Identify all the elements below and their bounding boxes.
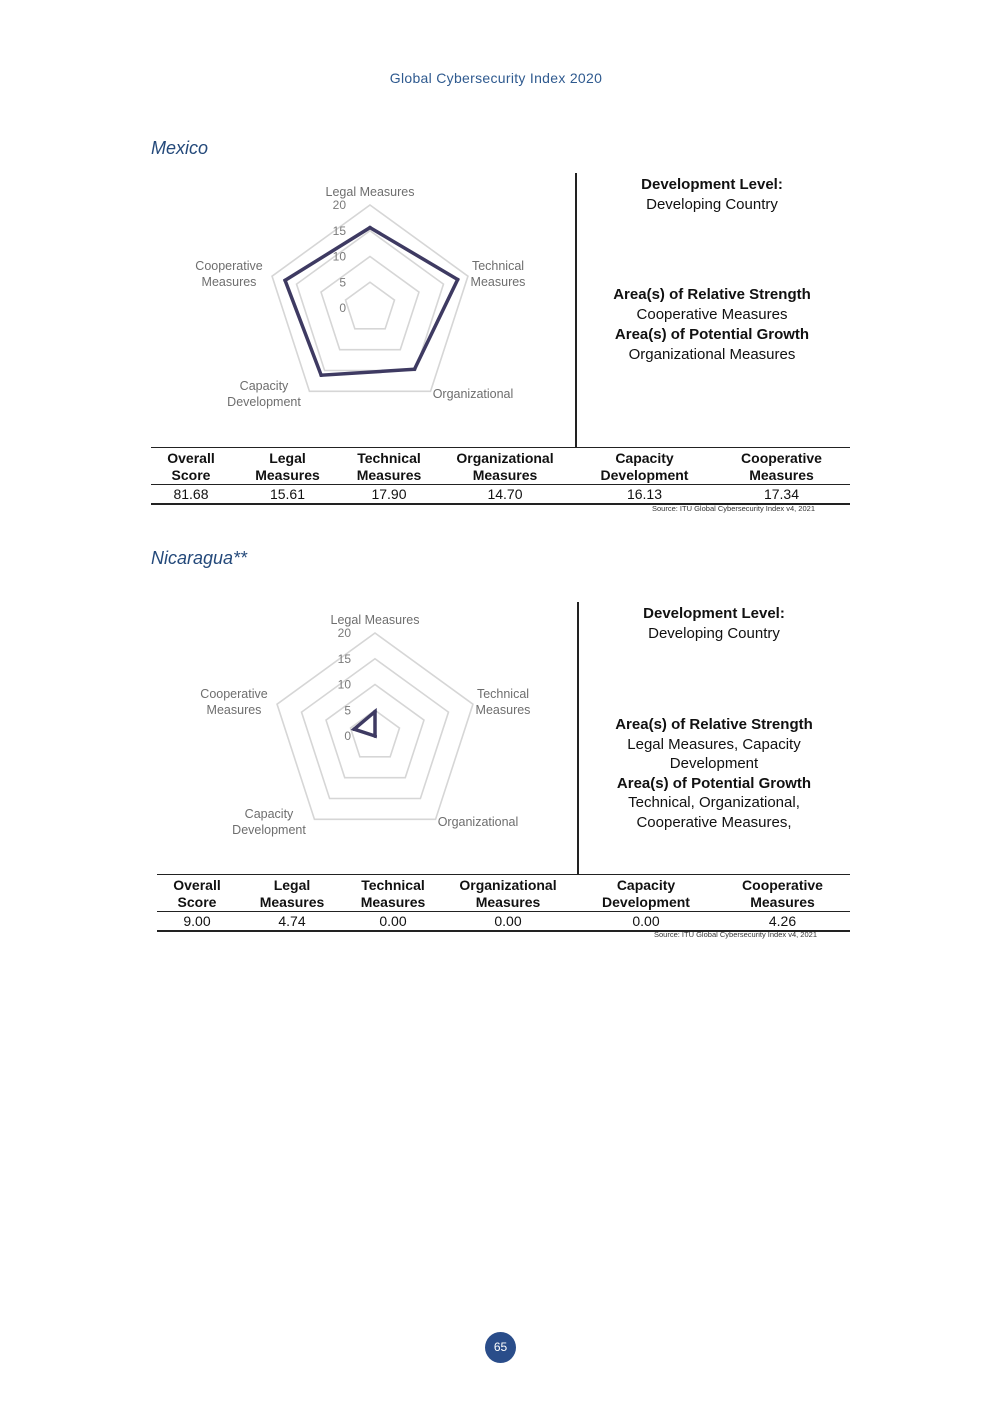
table-cell-cooperative-measures: 17.34 [713,485,850,505]
table-cell-organizational-measures: 14.70 [434,485,576,505]
info-panel-mexico [592,175,832,365]
tick-label: 20 [337,626,351,640]
tick-label: 10 [337,677,351,692]
tick-label: 0 [344,729,351,743]
table-cell-organizational-measures: 0.00 [439,912,577,932]
data-point-cooperative-measures [283,279,287,283]
radar-chart-mexico [180,175,560,440]
axis-label-technical-measures: Technical Measures [470,259,526,289]
potential-growth-line: Technical, Organizational, [628,794,800,811]
radar-svg [185,603,565,868]
tick-label: 15 [337,651,351,666]
axis-label-organizational: Organizational [432,387,514,401]
page-number-badge: 65 [485,1332,516,1363]
axis-label-technical-measures: Technical Measures [475,687,531,717]
tick-label: 20 [332,198,346,212]
axis-label-cooperative-measures: Cooperative Measures [195,259,263,289]
table-header-capacity-development: Capacity Development [577,875,715,912]
table-cell-technical-measures: 17.90 [344,485,434,505]
vertical-divider [575,173,577,447]
development-level-label: Development Level: [641,176,783,193]
source-note: Source: ITU Global Cybersecurity Index v4, 2021 [654,930,817,939]
table-header-technical-measures: Technical Measures [347,875,439,912]
vertical-divider [577,602,579,874]
tick-label: 15 [332,223,346,238]
table-cell-overall-score: 9.00 [157,912,237,932]
table-row [157,912,850,932]
tick-label: 0 [339,301,346,315]
development-level-label: Development Level: [643,605,785,622]
data-point-capacity-development [373,734,377,738]
table-header-organizational-measures: Organizational Measures [434,448,576,485]
country-title-nicaragua: Nicaragua** [151,548,248,568]
relative-strength-label: Area(s) of Relative Strength [613,286,811,303]
potential-growth-label: Area(s) of Potential Growth [614,326,810,343]
score-table-mexico [151,447,850,505]
potential-growth-label: Area(s) of Potential Growth [616,774,812,792]
table-header-legal-measures: Legal Measures [231,448,344,485]
development-level-value: Developing Country [646,196,778,213]
potential-growth-line: Organizational Measures [628,346,796,363]
source-note: Source: ITU Global Cybersecurity Index v4, 2021 [652,504,815,513]
data-point-capacity-development [319,373,323,377]
data-point-technical-measures [456,278,460,282]
table-header-cooperative-measures: Cooperative Measures [713,448,850,485]
tick-label: 5 [344,703,351,718]
table-cell-technical-measures: 0.00 [347,912,439,932]
potential-growth-line: Cooperative Measures, [636,813,792,831]
table-header-capacity-development: Capacity Development [576,448,713,485]
table-cell-cooperative-measures: 4.26 [715,912,850,932]
grid-ring [321,257,419,350]
relative-strength-line: Legal Measures, Capacity [627,735,801,753]
grid-ring [346,282,395,329]
score-table-nicaragua [157,874,850,932]
data-point-legal-measures [373,710,377,714]
table-header-overall-score: Overall Score [157,875,237,912]
axis-label-legal-measures: Legal Measures [330,613,420,627]
table-header-cooperative-measures: Cooperative Measures [715,875,850,912]
tick-label: 5 [339,275,346,290]
table-cell-overall-score: 81.68 [151,485,231,505]
tick-label: 10 [332,249,346,264]
table-cell-capacity-development: 0.00 [577,912,715,932]
radar-svg [180,175,560,440]
axis-label-cooperative-measures: Cooperative Measures [200,687,268,717]
axis-label-capacity-development: Capacity Development [232,807,306,837]
data-point-legal-measures [368,226,372,230]
table-header-legal-measures: Legal Measures [237,875,347,912]
table-cell-legal-measures: 4.74 [237,912,347,932]
development-level-value: Developing Country [648,624,780,642]
relative-strength-label: Area(s) of Relative Strength [615,716,813,733]
relative-strength-line: Cooperative Measures [636,306,788,323]
table-row [151,485,850,505]
axis-label-organizational: Organizational [437,815,519,829]
axis-label-capacity-development: Capacity Development [227,379,301,409]
data-point-cooperative-measures [352,727,356,731]
table-header-organizational-measures: Organizational Measures [439,875,577,912]
info-panel-nicaragua [594,604,834,832]
country-title-mexico: Mexico [151,138,209,158]
table-cell-legal-measures: 15.61 [231,485,344,505]
table-header-technical-measures: Technical Measures [344,448,434,485]
table-cell-capacity-development: 16.13 [576,485,713,505]
data-point-organizational [413,367,417,371]
table-header-overall-score: Overall Score [151,448,231,485]
axis-label-legal-measures: Legal Measures [325,185,415,199]
radar-chart-nicaragua [185,603,565,868]
relative-strength-line: Development [669,755,759,772]
page-header-title: Global Cybersecurity Index 2020 [389,70,603,86]
